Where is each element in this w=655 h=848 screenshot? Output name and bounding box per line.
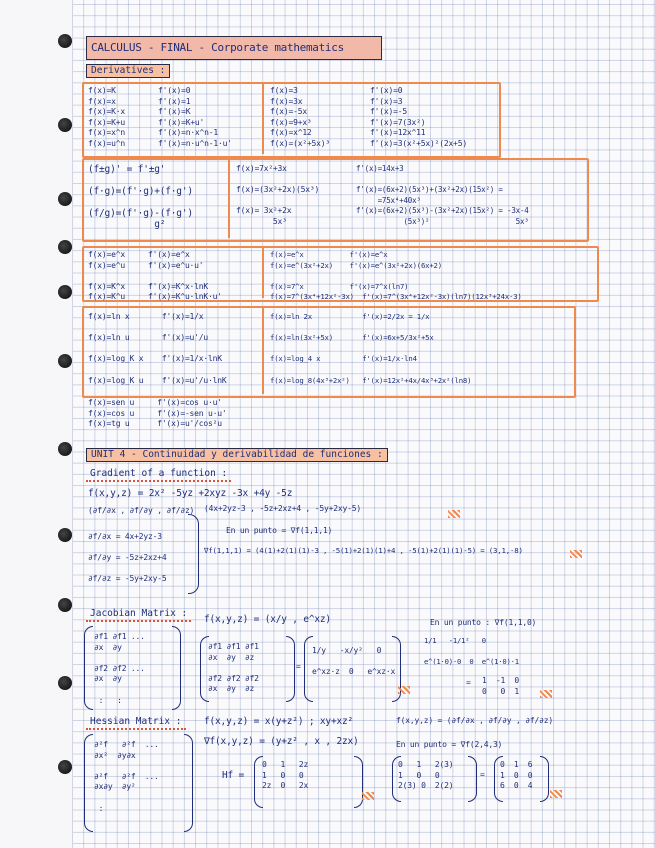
jacobian-point: En un punto : ∇f(1,1,0) [430,618,537,627]
box-divider [262,248,264,298]
matrix-bracket-right [184,734,193,832]
equals-sign: = [296,662,301,671]
answer-mark [448,510,460,518]
binder-hole [58,240,72,254]
equals-sign: = [480,770,485,779]
hessian-result: 0 1 6 1 0 0 6 0 4 [500,760,533,791]
exponential-examples: f(x)=e^x f'(x)=e^x f(x)=e^(3x²+2x) f'(x)=e^(3x²+2x)(6x+2) f(x)=7^x f'(x)=7^x(ln7) f(x)=7^(3x⁴+12x²-3x) f'(x)=7^(3x⁴+12x²-3x)(ln7)(12x³+24x-3) [270,250,522,302]
gradient-point: En un punto = ∇f(1,1,1) [226,526,333,535]
matrix-bracket-right [354,756,363,808]
gradient-vector: (4x+2yz-3 , -5z+2xz+4 , -5y+2xy-5) [204,504,361,513]
hessian-gradient-definition: f(x,y,z) = (∂f/∂x , ∂f/∂y , ∂f/∂z) [396,716,553,725]
section-derivatives: Derivatives : [86,64,170,78]
binder-hole [58,285,72,299]
basic-functions: f(x)=K f(x)=x f(x)=K·x f(x)=K+u f(x)=x^n f(x)=u^n [88,86,125,148]
exponential-rules: f(x)=e^x f'(x)=e^x f(x)=e^u f'(x)=e^u·u' f(x)=K^x f'(x)=K^x·lnK f(x)=K^u f'(x)=K^u·lnK·u' [88,250,222,302]
gradient-partials-row: (∂f/∂x , ∂f/∂y , ∂f/∂z) [88,506,195,515]
unit-4-heading: UNIT 4 - Continuidad y derivabilidad de funciones : [86,448,388,462]
answer-mark [398,686,410,694]
jacobian-heading: Jacobian Matrix : [86,608,191,622]
hessian-matrix: 0 1 2z 1 0 0 2z 0 2x [262,760,309,791]
binder-hole [58,442,72,456]
rules-example-functions: f(x)=7x²+3x f(x)=(3x²+2x)(5x³) f(x)= 3x²+2x 5x³ [236,164,320,226]
answer-mark [540,690,552,698]
matrix-bracket-right [540,756,549,802]
binder-hole [58,528,72,542]
jacobian-function: f(x,y,z) = (x/y , e^xz) [204,614,331,625]
hessian-point-matrix: 0 1 2(3) 1 0 0 2(3) 0 2(2) [398,760,454,791]
box-divider [228,160,230,238]
hessian-point: En un punto = ∇f(2,4,3) [396,740,503,749]
answer-mark [550,790,562,798]
matrix-bracket-left [84,626,93,710]
example-functions: f(x)=3 f(x)=3x f(x)=-5x f(x)=9+x³ f(x)=x^12 f(x)=(x²+5x)³ [270,86,331,148]
hessian-heading: Hessian Matrix : [86,716,186,730]
matrix-bracket-left [84,734,93,832]
binder-hole [58,676,72,690]
rules-example-derivatives: f'(x)=14x+3 f'(x)=(6x+2)(5x³)+(3x²+2x)(15x²) = =75x⁴+40x³ f'(x)=(6x+2)(5x³)-(3x²+2x)(15x²) = -3x-4 (5x³)² 5x³ [356,164,529,226]
binder-hole [58,192,72,206]
basic-derivatives: f'(x)=0 f'(x)=1 f'(x)=K f'(x)=K+u' f'(x)=n·x^n-1 f'(x)=n·u^n-1·u' [158,86,232,148]
binder-hole [58,760,72,774]
jacobian-result: 1 -1 0 0 0 1 [482,676,519,696]
gradient-evaluation: ∇f(1,1,1) = (4(1)+2(1)(1)-3 , -5(1)+2(1)(1)+4 , -5(1)+2(1)(1)-5) = (3,1,-8) [204,546,523,555]
jacobian-values-matrix: 1/y -x/y² 0 e^xz·z 0 e^xz·x [312,646,396,677]
gradient-brace [188,514,199,594]
hessian-function: f(x,y,z) = x(y+z²) ; xy+xz² [204,716,354,727]
hessian-label: Hf = [222,770,245,781]
matrix-bracket-right [286,636,295,702]
gradient-function: f(x,y,z) = 2x² -5yz +2xyz -3x +4y -5z [88,488,293,499]
hessian-gradient: ∇f(x,y,z) = (y+z² , x , 2zx) [204,736,359,747]
box-divider [262,84,264,154]
binder-hole [58,34,72,48]
jacobian-point-matrix: 1/1 -1/1² 0 e^(1·0)·0 0 e^(1·0)·1 [424,636,519,667]
gradient-heading: Gradient of a function : [86,468,231,482]
equals-sign: = [466,678,471,687]
logarithm-examples: f(x)=ln 2x f'(x)=2/2x = 1/x f(x)=ln(3x²+5x) f'(x)=6x+5/3x²+5x f(x)=log_4 x f'(x)=1/x·ln4 f(x)=log_8(4x³+2x²) f'(x)=12x²+4x/4x³+2x²(ln8) [270,312,472,385]
rules-left: (f±g)' = f'±g' (f·g)=(f'·g)+(f·g') (f/g)=(f'·g)-(f·g') g² [88,164,193,230]
jacobian-generic: ∂f1 ∂f1 ... ∂x ∂y ∂f2 ∂f2 ... ∂x ∂y : : [94,632,145,705]
binder-hole [58,354,72,368]
box-divider [262,308,264,394]
trig-derivatives: f(x)=sen u f'(x)=cos u·u' f(x)=cos u f'(x)=-sen u·u' f(x)=tg u f'(x)=u'/cos²u [88,398,227,429]
logarithm-rules: f(x)=ln x f'(x)=1/x f(x)=ln u f'(x)=u'/u f(x)=log_K x f'(x)=1/x·lnK f(x)=log_K u f'(x)=u'/u·lnK [88,312,227,385]
gradient-partials: ∂f/∂x = 4x+2yz-3 ∂f/∂y = -5z+2xz+4 ∂f/∂z = -5y+2xy-5 [88,532,167,584]
hessian-generic: ∂²f ∂²f ... ∂x² ∂y∂x ∂²f ∂²f ... ∂x∂y ∂y² : [94,740,159,813]
binder-hole [58,118,72,132]
page-title: CALCULUS - FINAL - Corporate mathematics [86,36,382,60]
matrix-bracket-right [172,626,181,710]
binder-hole [58,598,72,612]
example-derivatives: f'(x)=0 f'(x)=3 f'(x)=-5 f'(x)=7(3x²) f'(x)=12x^11 f'(x)=3(x²+5x)²(2x+5) [370,86,467,148]
jacobian-partials-matrix: ∂f1 ∂f1 ∂f1 ∂x ∂y ∂z ∂f2 ∂f2 ∂f2 ∂x ∂y ∂z [208,642,259,694]
answer-mark [362,792,374,800]
answer-mark [570,550,582,558]
matrix-bracket-right [468,756,477,802]
